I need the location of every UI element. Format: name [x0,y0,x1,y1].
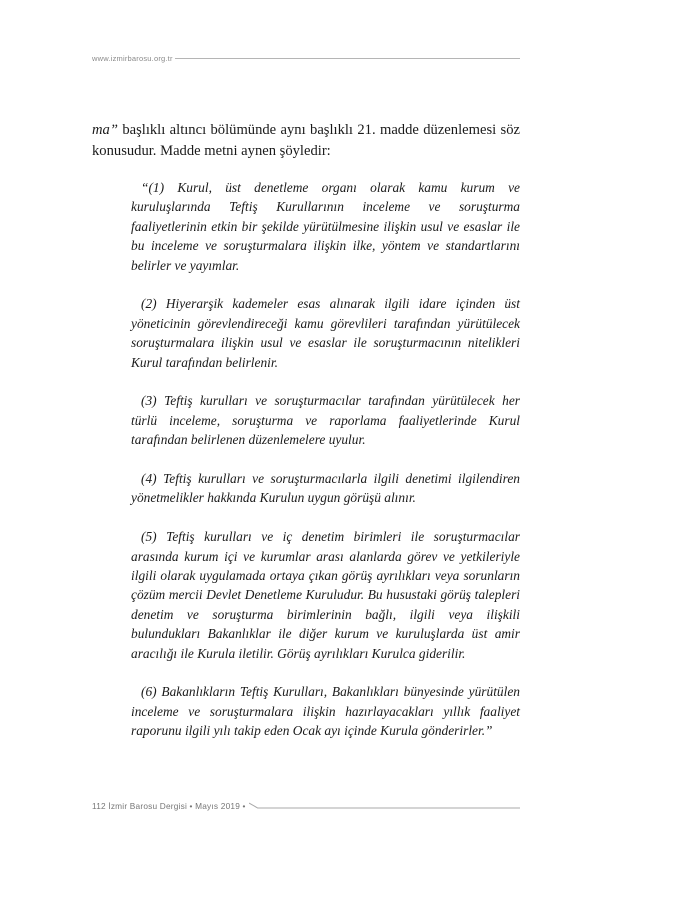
quote-paragraph-5: (5) Teftiş kurulları ve iç denetim birimleri ile soruşturmacılar arasında kurum içi ve kurumlar arası alanlarda görev ve yetkileriyle ilgili olarak uygulamada ortaya çıkan görüş ayrılıkları veya sorunların çözüm mercii Devlet Denetleme Kuruludur. Bu husustaki görüş talepleri denetim ve soruşturma birimlerinin bağlı, ilgili veya ilişkili bulundukları Bakanlıklar ile diğer kurum ve kuruluşlarda üst amir aracılığı ile Kurula iletilir. Görüş ayrılıkları Kurulca giderilir. [131,529,520,661]
footer-text: 112 İzmir Barosu Dergisi • Mayıs 2019 • [92,801,246,811]
quote-paragraph-2: (2) Hiyerarşik kademeler esas alınarak ilgili idare içinden üst yöneticinin görevlendireceği kamu görevlileri tarafından yürütülecek soruşturmalara ilişkin usul ve esaslar ile soruşturmacının nitelikleri Kurul tarafından belirlenir. [131,296,520,370]
quote-paragraph-4: (4) Teftiş kurulları ve soruşturmacılarla ilgili denetimi ilgilendiren yönetmelikler hakkında Kurulun uygun görüşü alınır. [131,471,520,506]
intro-text: başlıklı altıncı bölümünde aynı başlıklı 21. madde düzenlemesi söz konusudur. Madde metni aynen şöyledir: [92,122,520,159]
quote-paragraph-3: (3) Teftiş kurulları ve soruşturmacılar tarafından yürütülecek her türlü inceleme, soruşturma ve raporlama faaliyetlerinde Kurul tarafından belirlenen düzenlemelere uyulur. [131,393,520,448]
footer-rule-line [249,801,520,811]
quote-paragraph-1: “(1) Kurul, üst denetleme organı olarak kamu kurum ve kuruluşlarında Teftiş Kurullarının inceleme ve soruşturma faaliyetlerinin etkin bir şekilde yürütülmesine ilişkin usul ve esaslar ile bu inceleme ve soruşturmalara ilişkin ilke, yöntem ve standartlarını belirler ve yayımlar. [131,180,520,273]
page-footer [92,799,520,813]
footer-rule [249,801,520,811]
header-rule [175,58,520,59]
quote-paragraph-6: (6) Bakanlıkların Teftiş Kurulları, Bakanlıkları bünyesinde yürütülen inceleme ve soruşturmalara ilişkin hazırlayacakları yıllık faaliyet raporunu ilgili yılı takip eden Ocak ayı içinde Kurula gönderirler.” [131,684,520,739]
intro-italic-fragment: ma” [92,122,118,138]
intro-paragraph [92,120,520,161]
quoted-article [131,178,520,760]
page-header [92,51,520,65]
header-url: www.izmirbarosu.org.tr [92,53,173,63]
